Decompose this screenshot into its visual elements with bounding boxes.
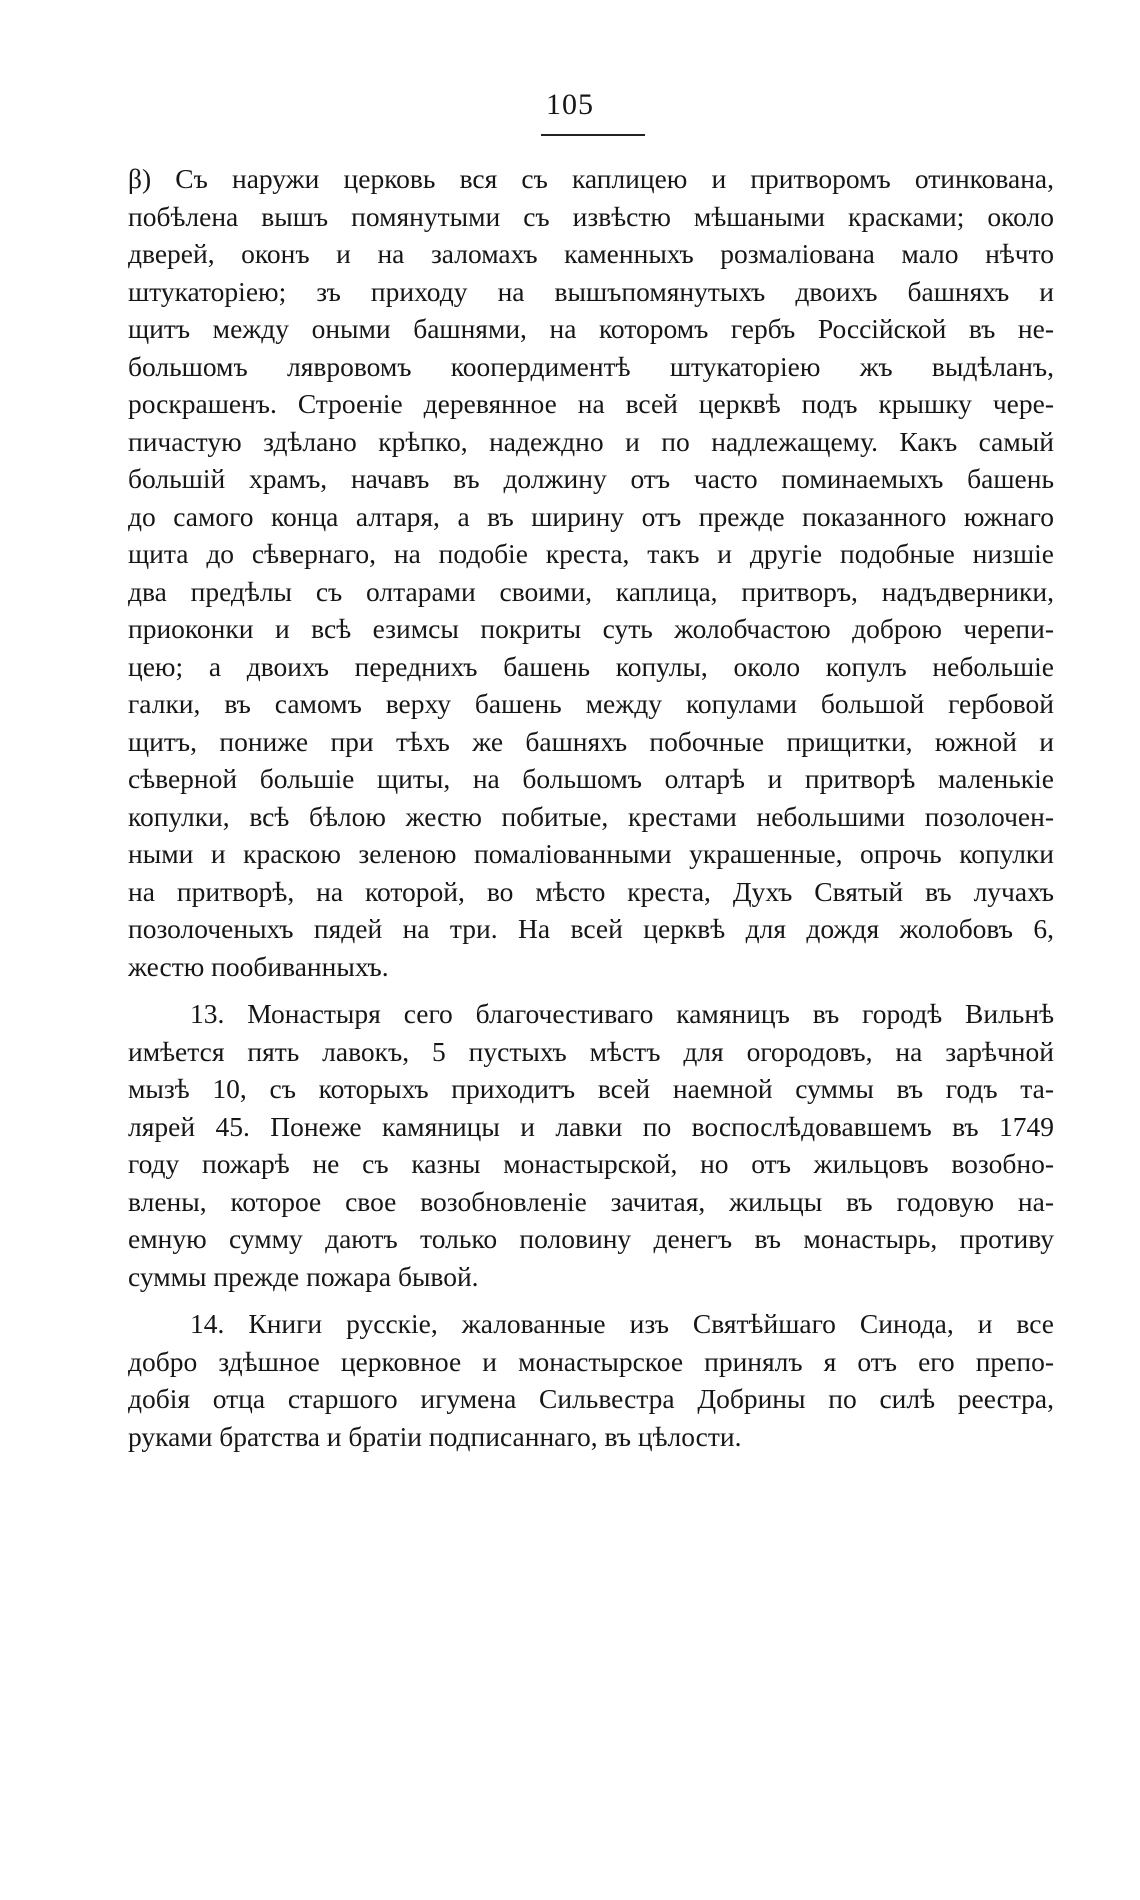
text-line: на притворѣ, на которой, во мѣсто креста, Духъ Святый въ лучахъ (128, 875, 1054, 907)
text-line: году пожарѣ не съ казны монастырской, но отъ жильцовъ возобно- (128, 1148, 1054, 1179)
text-line: ными и краскою зеленою помаліованными украшенные, опрочь копулки (128, 838, 1054, 869)
text-line: мызѣ 10, съ которыхъ приходитъ всей наемной суммы въ годъ та- (128, 1073, 1054, 1104)
text-line: два предѣлы съ олтарами своими, каплица, притворъ, надъдверники, (128, 575, 1054, 607)
body-text (128, 160, 1054, 1455)
text-line: дверей, оконъ и на заломахъ каменныхъ розмаліована мало нѣчто (128, 238, 1054, 269)
paragraph-church-exterior (128, 160, 1054, 985)
text-line: до самого конца алтаря, а въ ширину отъ прежде показанного южнаго (128, 500, 1054, 532)
text-line: влены, которое свое возобновленіе зачитая, жильцы въ годовую на- (128, 1185, 1054, 1217)
text-line: галки, въ самомъ верху башень между копулами большой гербовой (128, 688, 1054, 719)
text-line: щита до сѣвернаго, на подобіе креста, такъ и другіе подобные низшіе (128, 538, 1054, 569)
text-line: цею; а двоихъ переднихъ башень копулы, около копулъ небольшіе (128, 650, 1054, 682)
text-line: жестю пообиванныхъ. (128, 950, 389, 982)
paragraph-14-books (128, 1305, 1054, 1455)
page-number-underline (541, 134, 645, 136)
text-line: щитъ между оными башнями, на которомъ гербъ Россійской въ не- (128, 313, 1054, 344)
text-line: позолоченыхъ пядей на три. На всей церквѣ для дождя жолобовъ 6, (128, 913, 1054, 944)
text-line: руками братства и братіи подписаннаго, въ цѣлости. (128, 1420, 742, 1452)
text-line: большій храмъ, начавъ въ должину отъ часто поминаемыхъ башень (128, 463, 1054, 494)
text-line: добія отца старшого игумена Сильвестра Добрины по силѣ реестра, (128, 1383, 1054, 1414)
text-line: щитъ, пониже при тѣхъ же башняхъ побочные прищитки, южной и (128, 725, 1054, 757)
text-line: суммы прежде пожара бывой. (128, 1260, 479, 1292)
text-line: пичастую здѣлано крѣпко, надеждно и по надлежащему. Какъ самый (128, 425, 1054, 457)
text-line: добро здѣшное церковное и монастырское принялъ я отъ его препо- (128, 1345, 1054, 1377)
page-number: 105 (546, 88, 594, 121)
text-line: копулки, всѣ бѣлою жестю побитые, крестами небольшими позолочен- (128, 800, 1054, 832)
text-line: штукаторіею; зъ приходу на вышъпомянутыхъ двоихъ башняхъ и (128, 275, 1054, 307)
text-line: β) Съ наружи церковь вся съ каплицею и притворомъ отинкована, (128, 163, 1054, 194)
text-line: лярей 45. Понеже камяницы и лавки по воспослѣдовавшемъ въ 1749 (128, 1110, 1054, 1142)
text-line: приоконки и всѣ езимсы покриты суть жолобчастою доброю черепи- (128, 613, 1054, 644)
text-line: 14. Книги русскіе, жалованные изъ Святѣйшаго Синода, и все (190, 1308, 1054, 1339)
text-line: роскрашенъ. Строеніе деревянное на всей церквѣ подъ крышку чере- (128, 388, 1054, 419)
paragraph-gap (128, 1295, 1054, 1305)
text-line: имѣется пять лавокъ, 5 пустыхъ мѣстъ для огородовъ, на зарѣчной (128, 1035, 1054, 1067)
paragraph-13-shops (128, 995, 1054, 1295)
text-line: 13. Монастыря сего благочестиваго камяницъ въ городѣ Вильнѣ (190, 998, 1054, 1029)
text-line: большомъ лявровомъ коопердиментѣ штукаторіею жъ выдѣланъ, (128, 350, 1054, 382)
text-line: емную сумму даютъ только половину денегъ въ монастырь, противу (128, 1223, 1054, 1254)
text-line: сѣверной большіе щиты, на большомъ олтарѣ и притворѣ маленькіе (128, 763, 1054, 794)
paragraph-gap (128, 985, 1054, 995)
text-line: побѣлена вышъ помянутыми съ извѣстю мѣшаными красками; около (128, 200, 1054, 232)
